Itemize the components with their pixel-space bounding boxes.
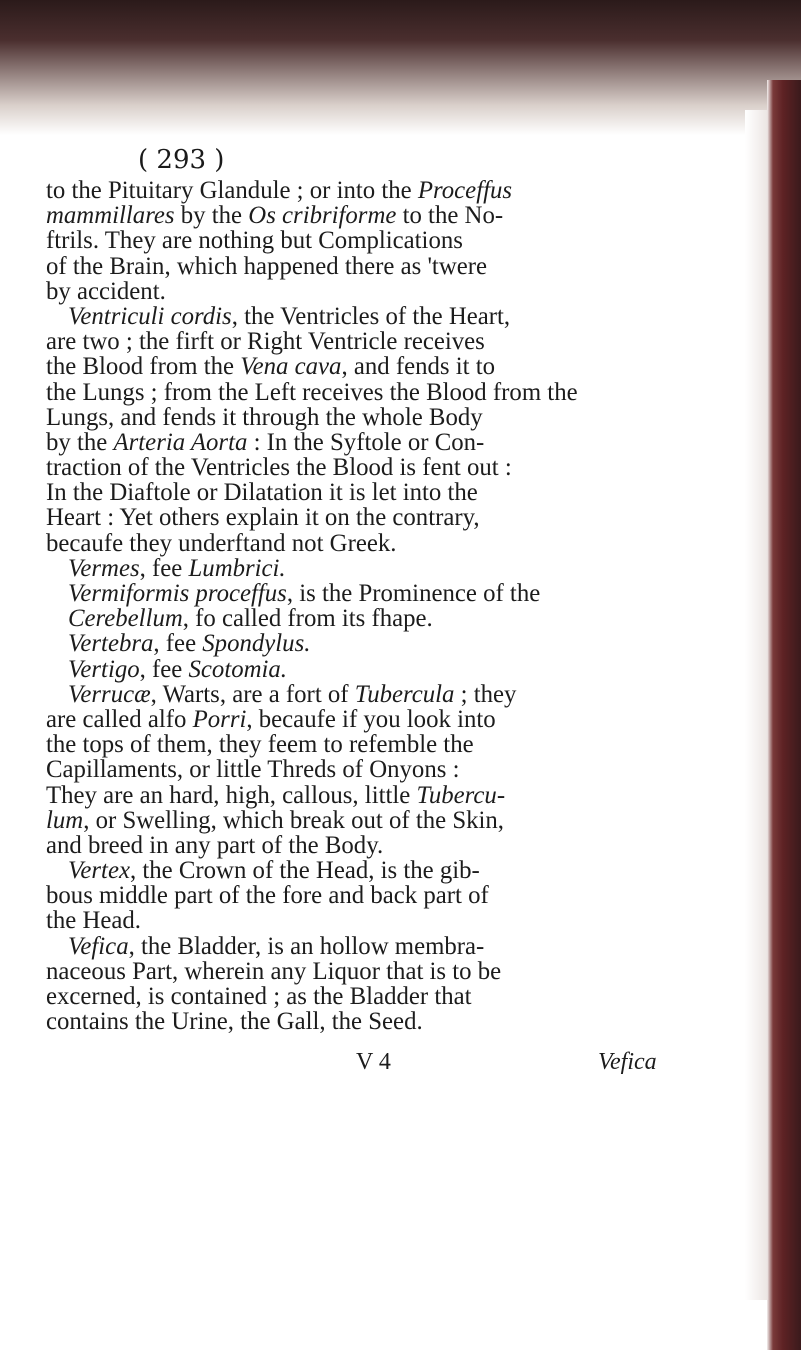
italic-term: Tubercula bbox=[354, 680, 455, 708]
text-line bbox=[46, 631, 678, 656]
text-line bbox=[46, 556, 678, 581]
text-run: , is the Prominence of the bbox=[286, 580, 541, 607]
text-run: ; they bbox=[454, 680, 517, 708]
text-run: the Blood from the bbox=[46, 353, 241, 381]
text-run: becaufe they underftand not Greek. bbox=[46, 529, 397, 557]
text-run: by the bbox=[174, 202, 249, 230]
text-run: are two ; the firft or Right Ventricle receives bbox=[46, 328, 485, 356]
italic-term: Os cribriforme bbox=[248, 202, 397, 230]
text-line bbox=[46, 858, 678, 883]
text-run: , becaufe if you look into bbox=[246, 705, 496, 733]
text-run: , fee bbox=[153, 630, 203, 658]
text-line bbox=[46, 254, 678, 279]
italic-term: Vermiformis proceffus bbox=[68, 580, 287, 607]
text-run: traction of the Ventricles the Blood is fent out : bbox=[46, 454, 512, 482]
italic-term: Verrucæ bbox=[68, 680, 151, 708]
text-run: to the No- bbox=[396, 202, 504, 230]
text-run: , fee bbox=[139, 554, 189, 582]
text-line bbox=[46, 203, 678, 228]
text-line bbox=[46, 908, 678, 933]
text-line bbox=[46, 228, 678, 253]
text-run: by the bbox=[46, 428, 114, 456]
text-line bbox=[46, 581, 678, 606]
italic-term: Vertebra bbox=[68, 630, 154, 658]
text-run: of the Brain, which happened there as 'twere bbox=[46, 252, 487, 280]
italic-term: Tubercu- bbox=[416, 781, 506, 809]
text-line bbox=[46, 959, 678, 984]
text-run: excerned, is contained ; as the Bladder that bbox=[46, 983, 472, 1010]
text-line bbox=[46, 934, 678, 959]
text-line bbox=[46, 329, 678, 354]
italic-term: Lumbrici. bbox=[188, 554, 286, 582]
text-line bbox=[46, 380, 678, 405]
text-line bbox=[46, 808, 678, 833]
text-run: bous middle part of the fore and back part of bbox=[46, 882, 489, 910]
text-run: the tops of them, they feem to refemble the bbox=[46, 731, 474, 759]
text-line bbox=[46, 707, 678, 732]
text-run: , the Bladder, is an hollow membra- bbox=[128, 932, 485, 960]
text-run: They are an hard, high, callous, little bbox=[46, 781, 417, 809]
text-line bbox=[46, 354, 678, 379]
text-run: , the Crown of the Head, is the gib- bbox=[129, 857, 480, 885]
italic-term: mammillares bbox=[46, 202, 175, 230]
text-run: ftrils. They are nothing but Complications bbox=[46, 227, 463, 255]
text-line bbox=[46, 833, 678, 858]
text-run: , and fends it to bbox=[341, 353, 496, 381]
text-line bbox=[46, 178, 678, 203]
page-footer bbox=[46, 1049, 678, 1077]
text-run: by accident. bbox=[46, 277, 166, 305]
text-run: and breed in any part of the Body. bbox=[46, 831, 384, 859]
italic-term: Arteria Aorta bbox=[113, 428, 248, 456]
text-run: contains the Urine, the Gall, the Seed. bbox=[46, 1008, 423, 1036]
italic-term: Vena cava bbox=[240, 353, 342, 381]
italic-term: Vermes bbox=[68, 554, 140, 582]
text-run: Lungs, and fends it through the whole Body bbox=[46, 403, 483, 431]
text-run: to the Pituitary Glandule ; or into the bbox=[46, 177, 418, 204]
italic-term: Vertigo bbox=[68, 655, 140, 683]
text-run: naceous Part, wherein any Liquor that is to be bbox=[46, 957, 502, 985]
text-line bbox=[46, 455, 678, 480]
dictionary-text bbox=[46, 178, 678, 1034]
text-line bbox=[46, 1009, 678, 1034]
text-run: Capillaments, or little Threds of Onyons : bbox=[46, 756, 460, 784]
text-run: , fo called from its fhape. bbox=[182, 605, 433, 633]
text-line bbox=[46, 430, 678, 455]
text-line bbox=[46, 883, 678, 908]
text-run: , or Swelling, which break out of the Skin, bbox=[83, 806, 504, 834]
text-run: , Warts, are a fort of bbox=[150, 680, 355, 708]
italic-term: Cerebellum bbox=[68, 605, 183, 633]
text-line bbox=[46, 405, 678, 430]
text-run: the Lungs ; from the Left receives the Blood from the bbox=[46, 378, 578, 406]
page-number: ( 293 ) bbox=[138, 145, 225, 175]
italic-term: Scotomia. bbox=[188, 655, 288, 683]
text-line bbox=[46, 657, 678, 682]
text-line bbox=[46, 505, 678, 530]
text-run: the Head. bbox=[46, 907, 142, 935]
text-line bbox=[46, 606, 678, 631]
italic-term: lum bbox=[46, 806, 84, 834]
text-run: , fee bbox=[139, 655, 189, 683]
text-line bbox=[46, 757, 678, 782]
text-run: In the Diaftole or Dilatation it is let into the bbox=[46, 479, 478, 507]
text-run: are called alfo bbox=[46, 705, 193, 733]
italic-term: Ventriculi cordis bbox=[68, 302, 232, 330]
text-line bbox=[46, 682, 678, 707]
text-run: : In the Syftole or Con- bbox=[247, 428, 485, 456]
italic-term: Proceffus bbox=[417, 177, 513, 204]
italic-term: Spondylus. bbox=[202, 630, 311, 658]
signature-mark: V 4 bbox=[356, 1049, 391, 1075]
catchword: Vefica bbox=[598, 1049, 657, 1075]
italic-term: Porri bbox=[192, 705, 247, 733]
text-line bbox=[46, 279, 678, 304]
text-line bbox=[46, 783, 678, 808]
text-run: Heart : Yet others explain it on the contrary, bbox=[46, 504, 480, 532]
italic-term: Vefica bbox=[68, 932, 129, 960]
italic-term: Vertex bbox=[68, 857, 130, 885]
text-run: , the Ventricles of the Heart, bbox=[231, 302, 511, 330]
text-line bbox=[46, 480, 678, 505]
text-line bbox=[46, 304, 678, 329]
text-line bbox=[46, 732, 678, 757]
text-line bbox=[46, 984, 678, 1009]
text-line bbox=[46, 531, 678, 556]
